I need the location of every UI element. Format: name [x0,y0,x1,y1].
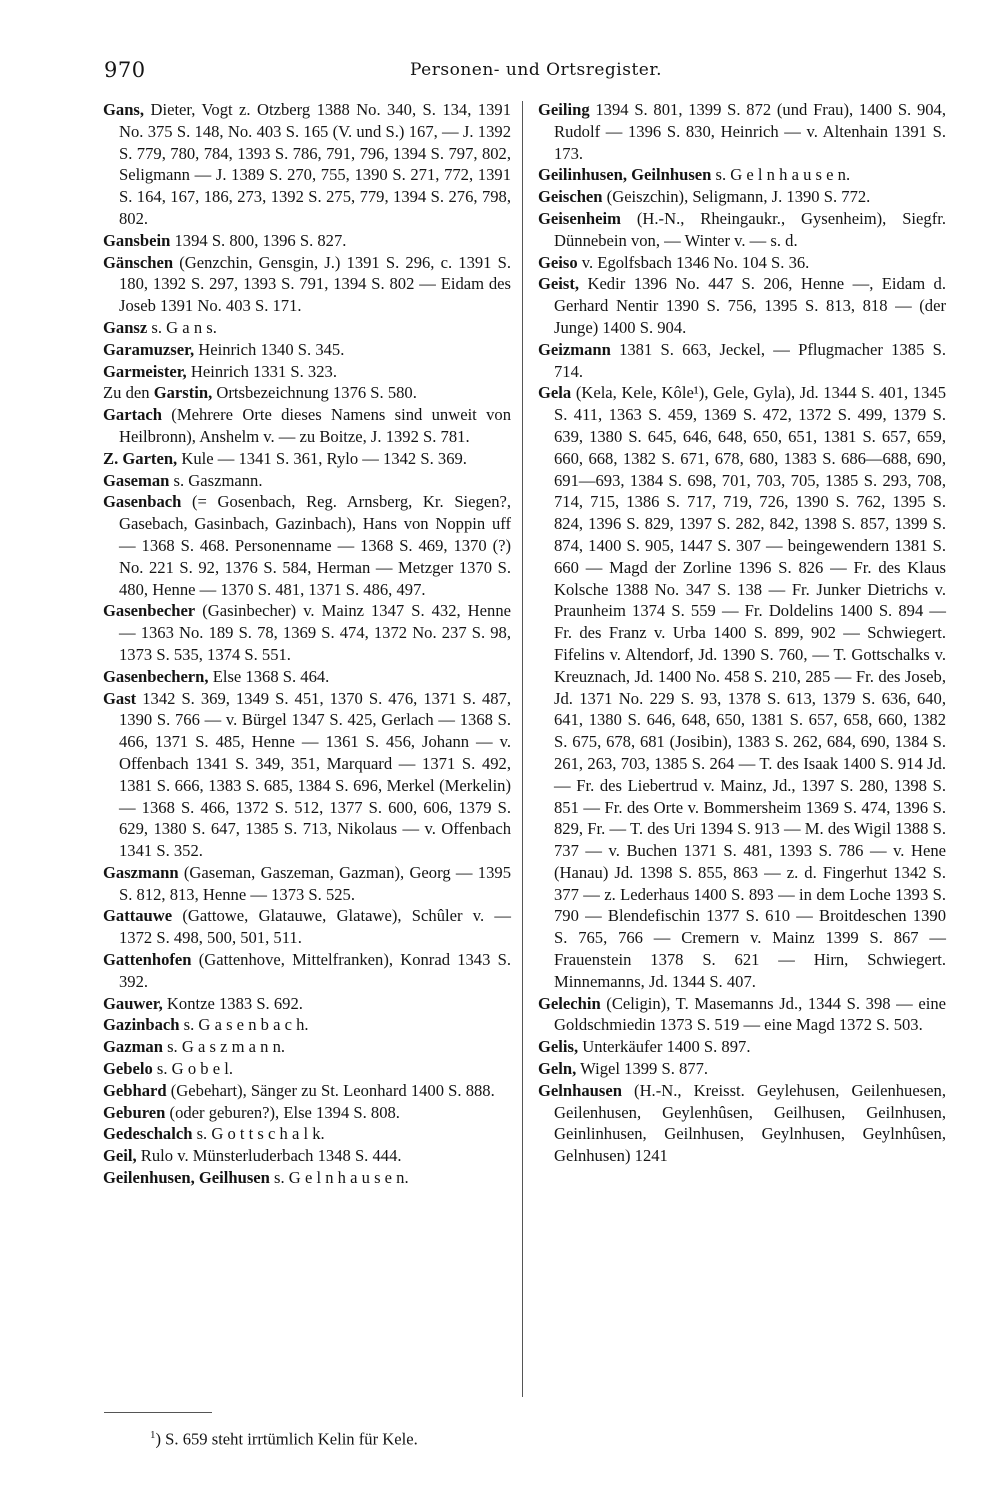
index-entry [103,230,511,252]
page-number: 970 [104,58,146,82]
entry-headword: Geilinhusen, Geilnhusen [538,165,712,185]
index-entry [103,1080,511,1102]
footnote [150,1429,418,1450]
entry-headword: Gaseman [103,470,170,490]
entry-headword: Z. Garten, [103,448,178,468]
index-entry [538,339,946,383]
entry-headword: Geiling [538,100,590,119]
index-entry [538,1080,946,1167]
entry-headword: Gelis, [538,1037,579,1057]
entry-text: s. Gaszmann. [169,470,263,490]
entry-headword: Gazinbach [103,1015,180,1035]
entry-headword: Garamuzser, [103,339,195,359]
entry-text: (Gattowe, Glatauwe, Glatawe), Schûler v. — 1372 S. 498, 500, 501, 511. [119,906,511,948]
entry-headword: Gattenhofen [103,950,192,970]
entry-headword: Gauwer, [103,993,163,1013]
entry-text: v. Egolfsbach 1346 No. 104 S. 36. [577,252,810,272]
entry-headword: Gansz [103,317,148,337]
entry-text: Heinrich 1331 S. 323. [186,361,337,381]
index-entry [103,1058,511,1080]
index-entry [103,361,511,383]
entry-headword: Gazman [103,1037,163,1057]
index-entry [538,99,946,164]
index-entry [538,208,946,252]
entry-text: (Kela, Kele, Kôle¹), Gele, Gyla), Jd. 1344 S. 401, 1345 S. 411, 1363 S. 459, 1369 S. 472, 1372 S. 499, 1379 S. 639, 1380 S. 645, 646, 648, 650, 651, 1381 S. 657, 659, 660, 668, 1382 S. 671, 678, 680, 1383 S. 686—688, 690, 691—693, 1384 S. 698, 701, 703, 705, 1385 S. 293, 708, 714, 715, 1386 S. 717, 719, 726, 1390 S. 762, 1395 S. 824, 1396 S. 829, 1397 S. 282, 842, 1398 S. 857, 1399 S. 874, 1400 S. 905, 1447 S. 307 — beingewendern 1381 S. 660 — Magd der Zorline 1396 S. 826 — Fr. des Klaus Kolsche 1388 No. 347 S. 138 — Fr. Junker Dietrichs v. Praunheim 1374 S. 559 — Fr. Doldelins 1400 S. 894 — Fr. des Franz v. Urba 1400 S. 899, 902 — Schwiegert. Fifelins v. Altendorf, Jd. 1390 S. 760, — T. Gottschalks v. Kreuznach, Jd. 1400 No. 458 S. 210, 285 — Fr. des Joseb, Jd. 1371 No. 229 S. 93, 1378 S. 613, 1379 S. 636, 640, 641, 1380 S. 646, 648, 650, 1381 S. 657, 658, 660, 1382 S. 675, 678, 681 (Josibin), 1383 S. 262, 684, 690, 1384 S. 261, 263, 703, 1385 S. 264 — T. des Isaak 1400 S. 914 Jd. — Fr. des Liebertrud v. Mainz, Jd., 1397 S. 280, 1398 S. 851 — Fr. des Orte v. Bommersheim 1369 S. 474, 1396 S. 829, Fr. — T. des Uri 1394 S. 913 — M. des Wigil 1388 S. 737 — v. Buchen 1371 S. 481, 1393 S. 786 — v. Hene (Hanau) Jd. 1398 S. 855, 863 — z. d. Fingerhut 1342 S. 377 — z. Lederhaus 1400 S. 893 — in dem Loche 1393 S. 790 — Blendefischin 1377 S. 610 — Broitdeschen 1390 S. 765, 766 — Cremern v. Mainz 1399 S. 867 — Frauenstein 1378 S. 621 — Hirn, Schwiegert. Minnemanns, Jd. 1344 S. 407. [554,383,946,991]
entry-headword: Gansbein [103,230,171,250]
index-entry [103,99,511,230]
entry-text: (= Gosenbach, Reg. Arnsberg, Kr. Siegen?, Gasebach, Gasinbach, Gazinbach), Hans von Noppin uff — 1368 S. 468. Personenname — 1368 S. 469, 1370 (?) No. 221 S. 92, 1376 S. 584, Herman — Metzger 1370 S. 480, Henne — 1370 S. 481, 1371 S. 486, 497. [119,492,511,599]
index-entry [103,404,511,448]
running-title: Personen- und Ortsregister. [410,60,663,80]
footnote-marker: 1 [150,1429,156,1441]
index-entry [103,252,511,317]
entry-text: Heinrich 1340 S. 345. [194,339,345,359]
entry-text: (Gattenhove, Mittelfranken), Konrad 1343 S. 392. [119,950,511,991]
index-entry [103,1102,511,1124]
index-entry [103,1167,511,1189]
entry-headword: Gasenbechern, [103,666,209,686]
entry-headword: Geburen [103,1102,166,1122]
entry-text: (Geiszchin), Seligmann, J. 1390 S. 772. [602,187,871,207]
index-entry [103,382,511,404]
entry-text: Kontze 1383 S. 692. [162,993,303,1013]
entry-headword: Geist, [538,274,580,294]
entry-text: (Gebehart), Sänger zu St. Leonhard 1400 S. 888. [166,1080,495,1100]
entry-text: Kule — 1341 S. 361, Rylo — 1342 S. 369. [177,448,467,468]
index-entry [103,862,511,906]
entry-text: Wigel 1399 S. 877. [576,1059,709,1079]
entry-text: s. G o b e l. [152,1059,233,1079]
index-entry [103,1145,511,1167]
entry-headword: Geisenheim [538,208,621,228]
index-entry [103,949,511,993]
entry-text: (Genzchin, Gensgin, J.) 1391 S. 296, c. 1391 S. 180, 1392 S. 297, 1393 S. 791, 1394 S. 802 — Eidam des Joseb 1391 No. 403 S. 171. [119,252,511,316]
footnote-rule [104,1412,212,1413]
entry-text: (Celigin), T. Masemanns Jd., 1344 S. 398 — eine Goldschmiedin 1373 S. 519 — eine Magd 1372 S. 503. [554,993,946,1035]
index-entry [103,317,511,339]
entry-text: 1381 S. 663, Jeckel, — Pflugmacher 1385 S. 714. [554,339,946,381]
entry-text: (Mehrere Orte dieses Namens sind unweit von Heilbronn), Anshelm v. — zu Boitze, J. 1392 S. 781. [119,405,511,446]
index-entry [103,339,511,361]
entry-text: Rulo v. Münsterluderbach 1348 S. 444. [136,1146,402,1166]
entry-prefix: Zu den [103,383,154,403]
entry-headword: Gelechin [538,993,601,1013]
index-entry [103,1036,511,1058]
entry-headword: Geil, [103,1146,137,1166]
entry-headword: Gaszmann [103,862,179,882]
entry-text: 1394 S. 801, 1399 S. 872 (und Frau), 1400 S. 904, Rudolf — 1396 S. 830, Heinrich — v. Altenhain 1391 S. 173. [554,100,946,163]
entry-text: s. G a s e n b a c h. [179,1015,309,1035]
index-entry [103,470,511,492]
entry-headword: Geilenhusen, Geilhusen [103,1168,270,1188]
index-entry [538,1058,946,1080]
entry-text: (H.-N., Kreisst. Geylehusen, Geilenhuesen, Geilenhusen, Geylenhûsen, Geilhusen, Geilnhusen, Geinlinhusen, Geilnhusen, Geylnhusen, Geylnhûsen, Gelnhusen) 1241 [554,1080,946,1166]
column-divider [522,101,523,1397]
entry-text: (Gaseman, Gaszeman, Gazman), Georg — 1395 S. 812, 813, Henne — 1373 S. 525. [119,862,511,904]
entry-text: 1394 S. 800, 1396 S. 827. [170,230,347,250]
index-entry [103,491,511,600]
entry-headword: Gartach [103,405,162,425]
entry-headword: Geischen [538,187,603,207]
entry-text: Else 1368 S. 464. [208,666,330,686]
index-entry [103,1123,511,1145]
right-column [538,99,946,1167]
entry-text: s. G a s z m a n n. [162,1037,286,1057]
index-entry [538,273,946,338]
entry-headword: Gans, [103,100,145,119]
entry-headword: Gelnhausen [538,1080,622,1100]
entry-headword: Garstin, [153,383,213,403]
index-entry [103,688,511,862]
index-entry [538,993,946,1037]
entry-text: 1342 S. 369, 1349 S. 451, 1370 S. 476, 1371 S. 487, 1390 S. 766 — v. Bürgel 1347 S. 425, Gerlach — 1368 S. 466, 1371 S. 485, Henne — 1361 S. 456, Johann — v. Offenbach 1341 S. 349, 351, Marquard — 1371 S. 492, 1381 S. 666, 1383 S. 685, 1384 S. 696, Merkel (Merkelin) — 1368 S. 466, 1372 S. 512, 1377 S. 600, 606, 1379 S. 629, 1380 S. 647, 1385 S. 713, Nikolaus — v. Offenbach 1341 S. 352. [119,688,511,861]
entry-text: (Gasinbecher) v. Mainz 1347 S. 432, Henne — 1363 No. 189 S. 78, 1369 S. 474, 1372 No. 237 S. 98, 1373 S. 535, 1374 S. 551. [119,601,511,664]
footnote-text: ) S. 659 steht irrtümlich Kelin für Kele. [155,1429,418,1449]
index-entry [103,600,511,665]
index-entry [103,448,511,470]
entry-text: s. G a n s. [147,317,217,337]
entry-headword: Gasenbecher [103,601,196,621]
index-entry [538,252,946,274]
index-entry [538,1036,946,1058]
left-column [103,99,511,1189]
index-entry [103,993,511,1015]
entry-text: (oder geburen?), Else 1394 S. 808. [165,1102,400,1122]
index-entry [103,666,511,688]
index-entry [103,905,511,949]
entry-text: Kedir 1396 No. 447 S. 206, Henne —, Eidam d. Gerhard Nentir 1390 S. 756, 1395 S. 813, 818 — (der Junge) 1400 S. 904. [554,274,946,337]
entry-text: s. G e l n h a u s e n. [711,165,851,185]
entry-headword: Gattauwe [103,906,173,926]
entry-headword: Gast [103,688,137,708]
entry-text: (H.-N., Rheingaukr., Gysenheim), Siegfr. Dünnebein von, — Winter v. — s. d. [554,208,946,250]
entry-headword: Gela [538,383,572,403]
entry-text: Dieter, Vogt z. Otzberg 1388 No. 340, S. 134, 1391 No. 375 S. 148, No. 403 S. 165 (V. und S.) 167, — J. 1392 S. 779, 780, 784, 1393 S. 786, 791, 796, 1394 S. 797, 802, Seligmann — J. 1389 S. 270, 755, 1390 S. 271, 772, 1391 S. 164, 167, 186, 273, 1392 S. 275, 779, 1394 S. 276, 798, 802. [119,100,511,228]
entry-headword: Gasenbach [103,492,182,512]
entry-headword: Gedeschalch [103,1124,193,1144]
entry-text: Ortsbezeichnung 1376 S. 580. [212,383,417,403]
entry-text: s. G e l n h a u s e n. [269,1168,409,1188]
entry-headword: Gebhard [103,1080,167,1100]
entry-headword: Gebelo [103,1059,153,1079]
entry-headword: Geizmann [538,339,611,359]
entry-text: s. G o t t s c h a l k. [192,1124,325,1144]
index-entry [538,382,946,992]
entry-headword: Geiso [538,252,578,272]
index-entry [538,164,946,186]
entry-headword: Garmeister, [103,361,187,381]
index-entry [538,186,946,208]
entry-text: Unterkäufer 1400 S. 897. [578,1037,751,1057]
entry-headword: Gänschen [103,252,174,272]
index-entry [103,1014,511,1036]
entry-headword: Geln, [538,1059,577,1079]
